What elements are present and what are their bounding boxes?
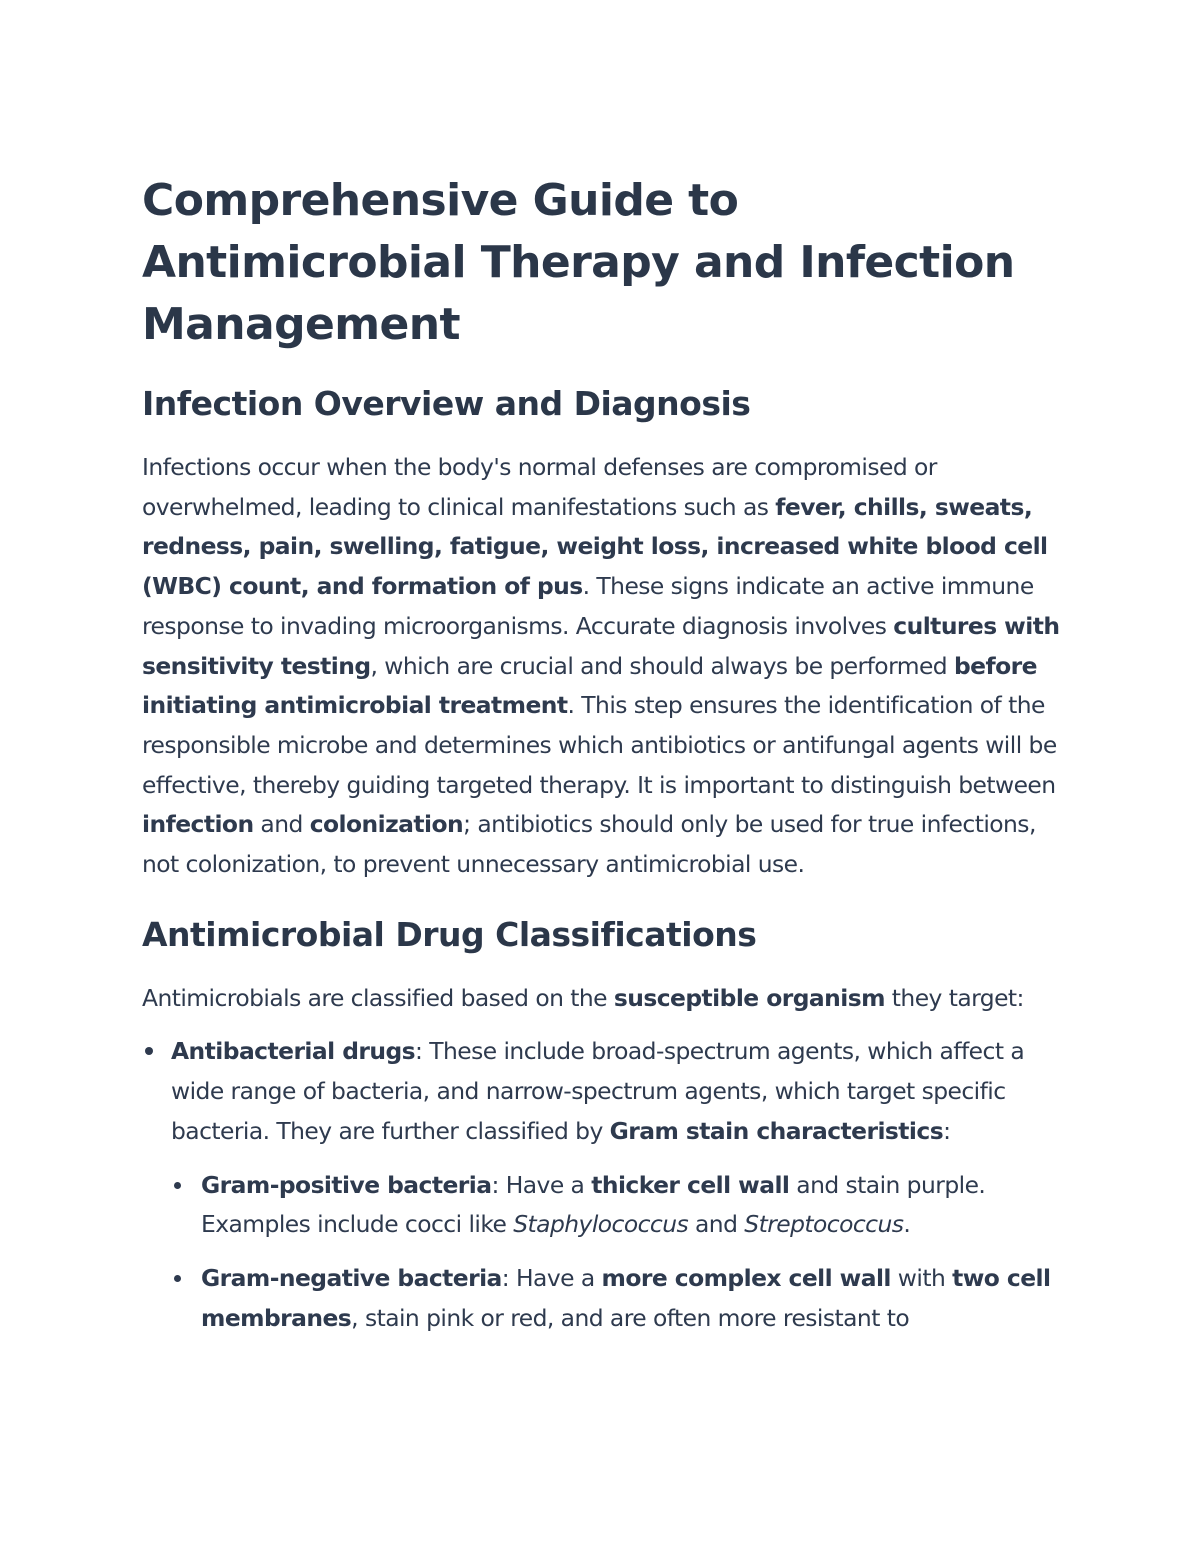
bold-run: more complex cell wall [601, 1263, 891, 1292]
text-run: : These include broad-spectrum agents, which affect a wide range of bacteria, and narrow-spectrum agents, which target specific bacteria. They are further classified by [171, 1037, 1025, 1145]
classification-list [142, 1032, 1060, 1338]
text-run: they target: [884, 983, 1024, 1012]
text-run: : Have a [491, 1170, 592, 1199]
bold-run: thicker cell wall [591, 1170, 790, 1199]
document-title: Comprehensive Guide to Antimicrobial Therapy and Infection Management [142, 175, 1015, 350]
text-run: , which are crucial and should always be performed [370, 651, 954, 680]
text-run: with [890, 1263, 953, 1292]
list-item-antibacterial [142, 1032, 1060, 1338]
bold-run: infection [142, 810, 254, 839]
bold-run: fever, chills, sweats, redness, pain, swelling, fatigue, weight loss, increased white blood cell (WBC) count, and formation of pus [142, 492, 1048, 601]
section-heading-infection-overview: Infection Overview and Diagnosis [142, 384, 751, 423]
text-run: . [903, 1210, 911, 1239]
bold-run: before initiating antimicrobial treatment [142, 651, 1037, 720]
bold-run: Antibacterial drugs [171, 1037, 416, 1066]
text-run: . This step ensures the identification of the responsible microbe and determines which antibiotics or antifungal agents will be effective, thereby guiding targeted therapy. It is important to distinguish between [142, 691, 1057, 799]
text-run: and [688, 1210, 745, 1239]
text-run: Infections occur when the body's normal defenses are compromised or overwhelmed, leading to clinical manifestations such as [142, 453, 937, 521]
text-run: , stain pink or red, and are often more resistant to [351, 1303, 910, 1332]
italic-run: Streptococcus [744, 1210, 904, 1239]
bold-run: colonization [309, 810, 464, 839]
bold-run: susceptible organism [613, 983, 885, 1012]
infection-overview-paragraph [142, 448, 1060, 885]
text-run: : [943, 1116, 951, 1145]
bold-run: Gram-negative bacteria [201, 1263, 502, 1292]
text-run: ; antibiotics should only be used for true infections, not colonization, to prevent unnecessary antimicrobial use. [142, 810, 1036, 879]
text-run: . These signs indicate an active immune response to invading microorganisms. Accurate diagnosis involves [142, 572, 1034, 640]
italic-run: Staphylococcus [513, 1210, 689, 1239]
text-run: and [253, 810, 310, 839]
bold-run: two cell membranes [201, 1263, 1051, 1332]
section-heading-drug-classifications: Antimicrobial Drug Classifications [142, 914, 757, 954]
bold-run: Gram-positive bacteria [201, 1170, 492, 1199]
bold-run: Gram stain characteristics [609, 1116, 944, 1145]
gram-stain-sublist [171, 1166, 1060, 1339]
text-run: and stain purple. Examples include cocci like [201, 1170, 986, 1239]
classification-intro-paragraph [142, 979, 1060, 1019]
text-run: Antimicrobials are classified based on the [142, 983, 614, 1012]
text-run: : Have a [501, 1263, 602, 1292]
list-item-gram-negative [171, 1259, 1060, 1338]
bold-run: cultures with sensitivity testing [142, 611, 1060, 680]
list-item-gram-positive [171, 1166, 1060, 1245]
